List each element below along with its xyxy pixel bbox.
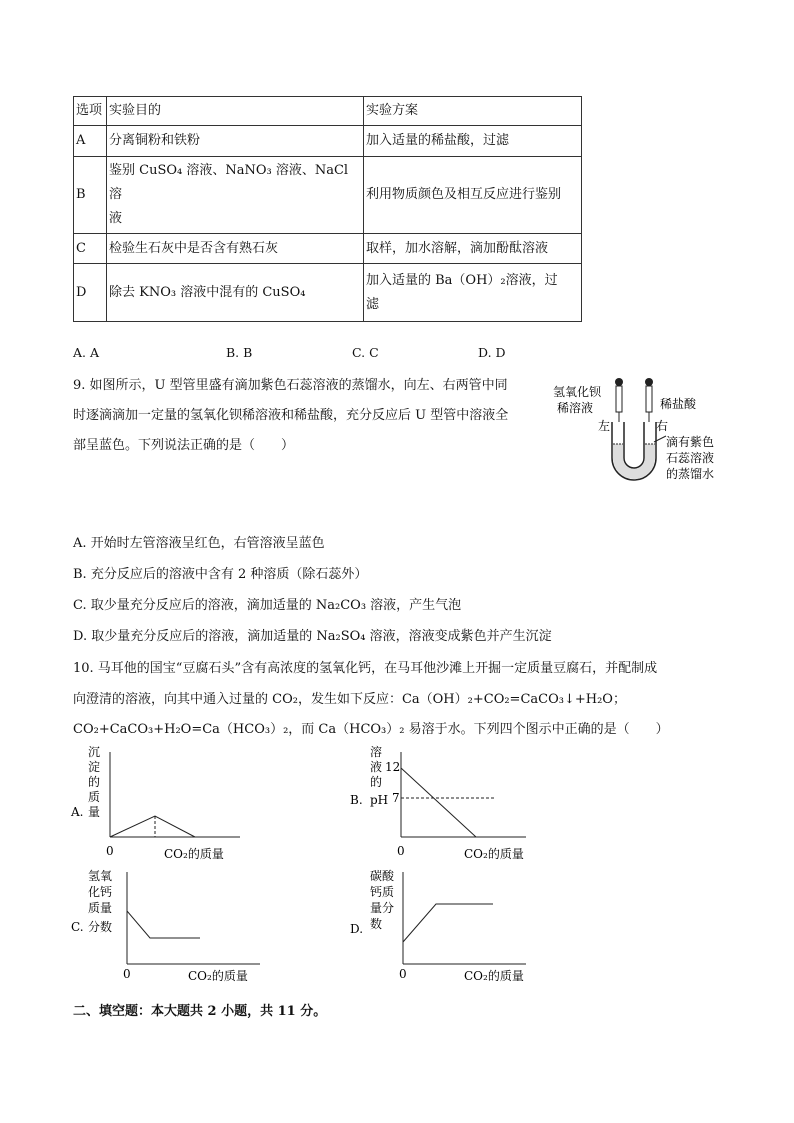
table-cell bbox=[364, 264, 582, 322]
figure-label-hcl: 稀盐酸 bbox=[660, 397, 697, 411]
figure-label-baoh2-2: 稀溶液 bbox=[557, 401, 594, 415]
graph-c-ylabel-2: 化钙 bbox=[88, 885, 113, 899]
table-cell: C bbox=[74, 234, 107, 264]
right-dropper bbox=[645, 378, 653, 422]
u-tube-figure bbox=[548, 370, 728, 488]
graph-b-tick-12: 12 bbox=[385, 760, 401, 774]
cell-text: 液 bbox=[109, 211, 123, 226]
graph-b-ylabel-1: 溶 bbox=[370, 745, 383, 759]
table-row bbox=[74, 126, 582, 157]
graph-a-ylabel-3: 的 bbox=[88, 775, 101, 789]
table-cell: D bbox=[74, 264, 107, 322]
graph-d-origin: 0 bbox=[399, 967, 407, 981]
graph-c-ylabel-3: 质量 bbox=[88, 901, 113, 915]
q8-choice-d: D. D bbox=[478, 345, 506, 360]
table-cell: 取样，加水溶解，滴加酚酞溶液 bbox=[364, 234, 582, 264]
graph-d-ylabel-4: 数 bbox=[370, 917, 383, 931]
q9-option-a: A. 开始时左管溶液呈红色，右管溶液呈蓝色 bbox=[73, 536, 325, 551]
q8-choice-c: C. C bbox=[352, 345, 379, 360]
graph-d-curve bbox=[403, 904, 493, 942]
options-table bbox=[73, 96, 582, 322]
q9-stem-line2: 时逐滴滴加一定量的氢氧化钡稀溶液和稀盐酸，充分反应后 U 型管中溶液全 bbox=[73, 408, 509, 423]
table-row bbox=[74, 234, 582, 264]
table-cell: 分离铜粉和铁粉 bbox=[107, 126, 364, 157]
graph-b-xlabel: CO₂的质量 bbox=[464, 847, 524, 861]
figure-label-left: 左 bbox=[598, 419, 611, 433]
graph-d-xlabel: CO₂的质量 bbox=[464, 969, 524, 983]
graph-c-ylabel-4: 分数 bbox=[88, 920, 113, 934]
table-header-row bbox=[74, 97, 582, 126]
graph-c-letter: C. bbox=[71, 920, 84, 934]
graph-c-origin: 0 bbox=[123, 967, 131, 981]
table-cell bbox=[107, 157, 364, 234]
table-header-option: 选项 bbox=[74, 97, 107, 126]
table-header-plan: 实验方案 bbox=[364, 97, 582, 126]
graph-c bbox=[70, 868, 270, 990]
q8-choice-a: A. A bbox=[73, 345, 100, 360]
graph-b-origin: 0 bbox=[397, 844, 405, 858]
figure-label-desc2: 石蕊溶液 bbox=[666, 451, 715, 465]
q10-stem-line3: CO₂+CaCO₃+H₂O=Ca（HCO₃）₂，而 Ca（HCO₃）₂ 易溶于水。下列四个图示中正确的是（ ） bbox=[73, 722, 669, 737]
graph-d-letter: D. bbox=[350, 922, 364, 936]
graph-b-tick-7: 7 bbox=[392, 791, 400, 805]
graph-d-ylabel-2: 钙质 bbox=[370, 885, 395, 899]
graph-d bbox=[336, 868, 536, 990]
figure-label-desc1: 滴有紫色 bbox=[666, 435, 715, 449]
graph-c-ylabel-1: 氢氧 bbox=[88, 869, 113, 883]
q9-option-d: D. 取少量充分反应后的溶液，滴加适量的 Na₂SO₄ 溶液，溶液变成紫色并产生沉淀 bbox=[73, 629, 552, 644]
graph-d-ylabel-1: 碳酸 bbox=[370, 869, 395, 883]
table-cell: 除去 KNO₃ 溶液中混有的 CuSO₄ bbox=[107, 264, 364, 322]
graph-a bbox=[70, 742, 250, 866]
table-cell: 检验生石灰中是否含有熟石灰 bbox=[107, 234, 364, 264]
figure-label-right: 右 bbox=[656, 419, 669, 433]
section-2-heading: 二、填空题：本大题共 2 小题，共 11 分。 bbox=[73, 1004, 327, 1019]
table-cell: B bbox=[74, 157, 107, 234]
q9-option-b: B. 充分反应后的溶液中含有 2 种溶质（除石蕊外） bbox=[73, 567, 368, 582]
cell-text: 滤 bbox=[366, 296, 380, 312]
q9-stem-line1: 9. 如图所示，U 型管里盛有滴加紫色石蕊溶液的蒸馏水，向左、右两管中同 bbox=[73, 378, 508, 393]
graph-b bbox=[336, 742, 536, 866]
graph-a-ylabel-4: 质 bbox=[88, 790, 101, 804]
table-row bbox=[74, 264, 582, 322]
graph-c-curve bbox=[127, 911, 200, 938]
table-cell: A bbox=[74, 126, 107, 157]
graph-a-curve bbox=[110, 816, 195, 837]
graph-a-letter: A. bbox=[71, 805, 84, 819]
q10-stem-line2: 向澄清的溶液，向其中通入过量的 CO₂，发生如下反应：Ca（OH）₂+CO₂=CaCO₃↓+H₂O； bbox=[73, 692, 626, 707]
graph-a-ylabel-1: 沉 bbox=[88, 745, 101, 759]
q9-stem-line3: 部呈蓝色。下列说法正确的是（ ） bbox=[73, 438, 295, 453]
graph-b-letter: B. bbox=[350, 793, 363, 807]
table-row bbox=[74, 157, 582, 234]
figure-label-desc3: 的蒸馏水 bbox=[666, 467, 715, 481]
graph-a-xlabel: CO₂的质量 bbox=[164, 847, 224, 861]
graph-b-ylabel-3: 的 bbox=[370, 775, 383, 789]
graph-a-origin: 0 bbox=[106, 844, 114, 858]
graph-b-curve bbox=[401, 768, 476, 837]
u-tube bbox=[612, 422, 656, 480]
graph-a-ylabel-2: 淀 bbox=[88, 760, 101, 774]
q8-choice-b: B. B bbox=[226, 345, 253, 360]
figure-label-baoh2-1: 氢氧化钡 bbox=[553, 385, 602, 399]
graph-b-ylabel-4: pH bbox=[370, 793, 389, 807]
graph-b-ylabel-2: 液 bbox=[370, 760, 383, 774]
q10-stem-line1: 10. 马耳他的国宝“豆腐石头”含有高浓度的氢氧化钙，在马耳他沙滩上开掘一定质量豆腐石，并配制成 bbox=[73, 661, 658, 676]
left-dropper bbox=[615, 378, 623, 422]
cell-text: 加入适量的 Ba（OH）₂溶液，过 bbox=[366, 272, 558, 288]
cell-text: 鉴别 CuSO₄ 溶液、NaNO₃ 溶液、NaCl 溶 bbox=[109, 163, 349, 202]
table-cell: 加入适量的稀盐酸，过滤 bbox=[364, 126, 582, 157]
table-header-aim: 实验目的 bbox=[107, 97, 364, 126]
q9-option-c: C. 取少量充分反应后的溶液，滴加适量的 Na₂CO₃ 溶液，产生气泡 bbox=[73, 598, 462, 613]
graph-c-xlabel: CO₂的质量 bbox=[188, 969, 248, 983]
table-cell: 利用物质颜色及相互反应进行鉴别 bbox=[364, 157, 582, 234]
graph-d-ylabel-3: 量分 bbox=[370, 901, 395, 915]
graph-a-ylabel-5: 量 bbox=[88, 805, 101, 819]
